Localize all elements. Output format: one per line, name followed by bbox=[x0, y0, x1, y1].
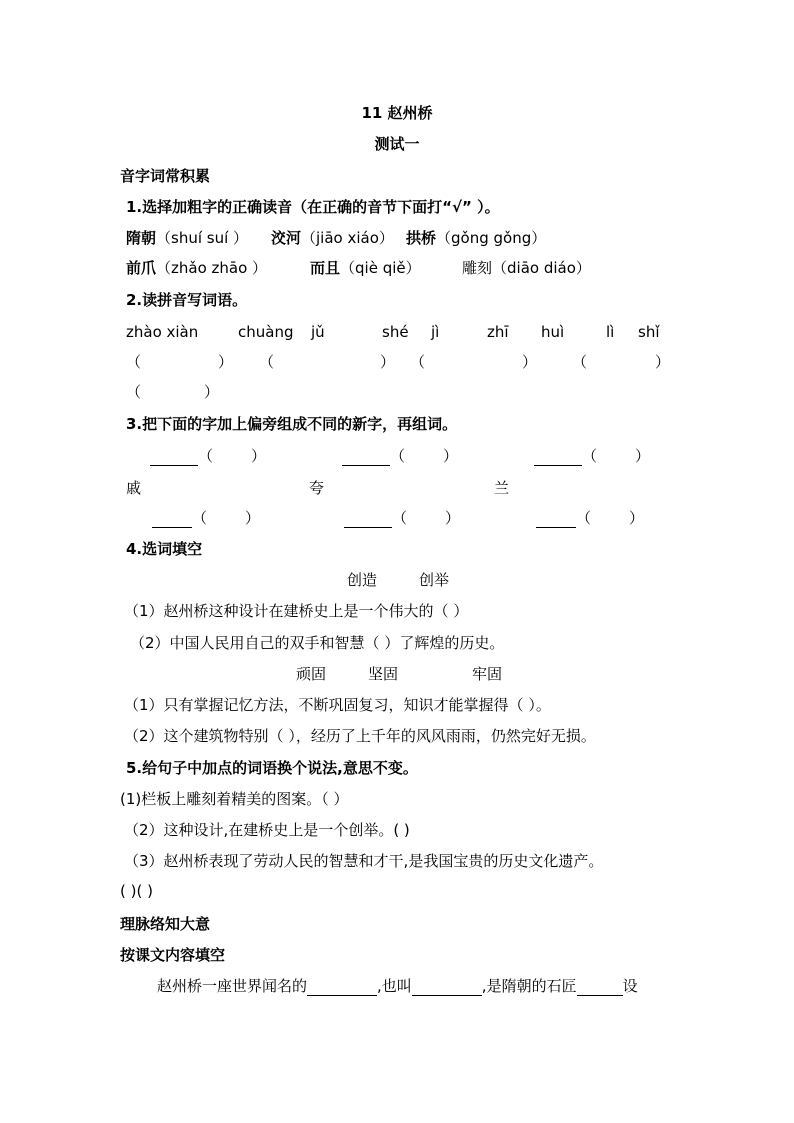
q5-sentence-2[interactable]: （2）这种设计,在建桥史上是一个创举。( ) bbox=[124, 821, 410, 839]
section-heading-outline: 理脉络知大意 bbox=[120, 915, 211, 933]
q1-word: 雕刻 bbox=[462, 259, 493, 277]
page-title: 11 赵州桥 bbox=[361, 104, 433, 122]
q1-row-1b bbox=[271, 228, 394, 248]
q4-word-option: 坚固 bbox=[368, 665, 399, 683]
q2-pinyin-6: zhī bbox=[487, 323, 509, 341]
q2-answer-close: ） bbox=[380, 353, 396, 371]
q4-sentence-2[interactable]: （2）中国人民用自己的双手和智慧（ ）了辉煌的历史。 bbox=[130, 634, 505, 652]
q1-row-1c bbox=[406, 228, 546, 248]
q3-char-1: 戚 bbox=[126, 479, 142, 497]
q1-word: 隋朝 bbox=[126, 229, 157, 247]
q1-row-1 bbox=[126, 228, 248, 248]
question-5-prompt: 5.给句子中加点的词语换个说法,意思不变。 bbox=[126, 759, 418, 777]
q2-pinyin-8: lì bbox=[606, 323, 615, 341]
q5-answer-row[interactable]: ( )( ) bbox=[120, 882, 153, 900]
q3-answer-slot[interactable]: （ ） bbox=[152, 508, 260, 528]
q5-sentence-1[interactable]: (1)栏板上雕刻着精美的图案。（ ） bbox=[120, 790, 349, 808]
q3-answer-slot[interactable]: （ ） bbox=[534, 446, 650, 466]
q2-pinyin-3: jǔ bbox=[311, 323, 325, 341]
q1-row-2c bbox=[462, 258, 591, 278]
q2-answer-open[interactable]: （ bbox=[126, 383, 142, 401]
q1-row-2b bbox=[310, 258, 421, 278]
q2-pinyin-7: huì bbox=[541, 323, 565, 341]
q4-sentence-4[interactable]: （2）这个建筑物特别（ ），经历了上千年的风风雨雨，仍然完好无损。 bbox=[124, 727, 596, 745]
q2-answer-close: ） bbox=[218, 353, 234, 371]
section-heading-vocab: 音字词常积累 bbox=[120, 167, 211, 185]
q1-word: 拱桥 bbox=[406, 229, 437, 247]
q2-pinyin-1: zhào xiàn bbox=[126, 323, 199, 341]
q2-pinyin-2: chuàng bbox=[238, 323, 294, 341]
q4-sentence-3[interactable]: （1）只有掌握记忆方法，不断巩固复习，知识才能掌握得（ ）。 bbox=[124, 696, 551, 714]
q1-pinyin-option[interactable]: （jiāo xiáo） bbox=[301, 229, 394, 247]
q2-answer-open[interactable]: （ bbox=[126, 353, 142, 371]
question-2-prompt: 2.读拼音写词语。 bbox=[126, 291, 248, 309]
q2-pinyin-9: shǐ bbox=[638, 323, 660, 341]
q1-pinyin-option[interactable]: （diāo diáo） bbox=[492, 259, 591, 277]
q3-char-3: 兰 bbox=[494, 479, 510, 497]
q1-pinyin-option[interactable]: （shuí suí ） bbox=[156, 229, 249, 247]
q1-pinyin-option[interactable]: （gǒng gǒng） bbox=[436, 229, 547, 247]
fill-blank[interactable] bbox=[577, 981, 623, 996]
q3-answer-slot[interactable]: （ ） bbox=[342, 446, 458, 466]
q4-sentence-1[interactable]: （1）赵州桥这种设计在建桥史上是一个伟大的（ ） bbox=[124, 602, 469, 620]
q3-char-2: 夸 bbox=[309, 479, 325, 497]
question-3-prompt: 3.把下面的字加上偏旁组成不同的新字，再组词。 bbox=[126, 415, 458, 433]
q3-answer-slot[interactable]: （ ） bbox=[536, 508, 644, 528]
q2-pinyin-5: jì bbox=[431, 323, 440, 341]
q1-row-2 bbox=[126, 258, 267, 278]
q4-word-option: 顽固 bbox=[296, 665, 327, 683]
q4-word-option: 创举 bbox=[419, 571, 450, 589]
q3-answer-slot[interactable]: （ ） bbox=[150, 446, 266, 466]
fill-in-paragraph: 赵州桥一座世界闻名的 ,也叫 ,是隋朝的石匠 设 bbox=[157, 977, 638, 995]
q2-answer-open[interactable]: （ bbox=[410, 353, 426, 371]
q2-answer-close: ） bbox=[655, 353, 671, 371]
q2-answer-close: ） bbox=[522, 353, 538, 371]
q4-word-option: 牢固 bbox=[472, 665, 503, 683]
q1-pinyin-option[interactable]: （qiè qiě） bbox=[340, 259, 421, 277]
q2-answer-open[interactable]: （ bbox=[572, 353, 588, 371]
q3-answer-slot[interactable]: （ ） bbox=[344, 508, 460, 528]
q1-word: 洨河 bbox=[271, 229, 302, 247]
q5-sentence-3: （3）赵州桥表现了劳动人民的智慧和才干,是我国宝贵的历史文化遗产。 bbox=[124, 852, 604, 870]
q4-word-option: 创造 bbox=[347, 571, 378, 589]
q1-word: 前爪 bbox=[126, 259, 157, 277]
fill-blank[interactable] bbox=[412, 981, 482, 996]
q1-word: 而且 bbox=[310, 259, 341, 277]
page-subtitle: 测试一 bbox=[374, 135, 420, 153]
fill-in-title: 按课文内容填空 bbox=[120, 946, 226, 964]
q1-pinyin-option[interactable]: （zhǎo zhāo ） bbox=[156, 259, 268, 277]
fill-blank[interactable] bbox=[307, 981, 377, 996]
question-4-prompt: 4.选词填空 bbox=[126, 540, 203, 558]
question-1-prompt: 1.选择加粗字的正确读音（在正确的音节下面打“√” ）。 bbox=[126, 198, 500, 216]
q2-pinyin-4: shé bbox=[382, 323, 409, 341]
q2-answer-close: ） bbox=[204, 383, 220, 401]
q2-answer-open[interactable]: （ bbox=[259, 353, 275, 371]
